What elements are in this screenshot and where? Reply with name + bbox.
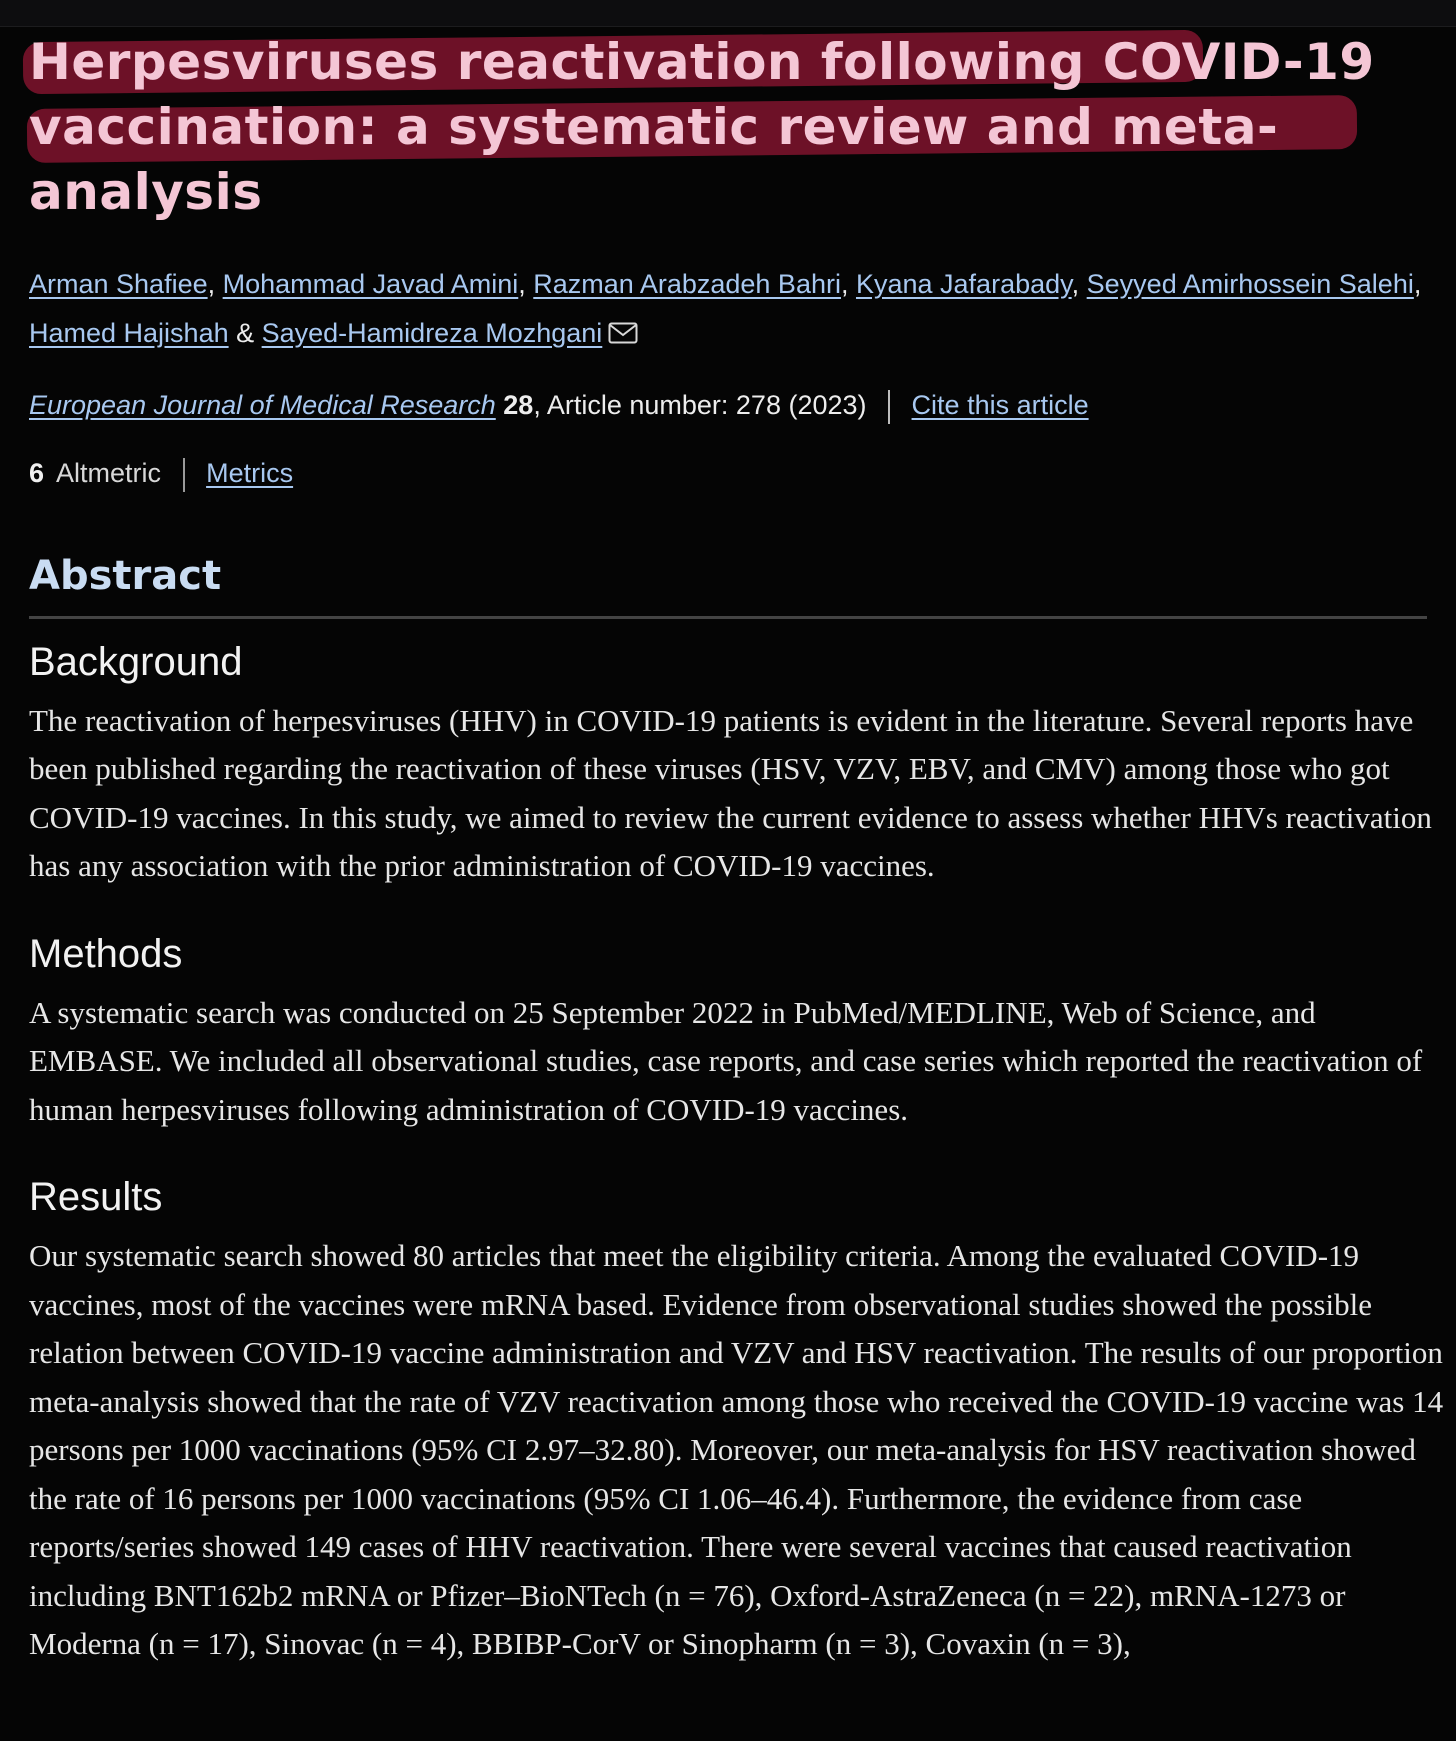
author-separator: , (207, 269, 223, 299)
results-text: Our systematic search showed 80 articles that meet the eligibility criteria. Among the evaluated COVID-19 vaccines, most of the vaccines were mRNA based. Evidence from observational studies showed the possible relation between COVID-19 vaccine administration and VZV and HSV reactivation. The results of our proportion meta-analysis showed that the rate of VZV reactivation among those who received the COVID-19 vaccine was 14 persons per 1000 vaccinations (95% CI 2.97–32.80). Moreover, our meta-analysis for HSV reactivation showed the rate of 16 persons per 1000 vaccinations (95% CI 1.06–46.4). Furthermore, the evidence from case reports/series showed 149 cases of HHV reactivation. There were several vaccines that caused reactivation including BNT162b2 mRNA or Pfizer–BioNTech (n = 76), Oxford-AstraZeneca (n = 22), mRNA-1273 or Moderna (n = 17), Sinovac (n = 4), BBIBP-CorV or Sinopharm (n = 3), Covaxin (n = 3), (29, 1238, 1444, 1662)
author-link[interactable]: Hamed Hajishah (29, 318, 229, 348)
methods-heading: Methods (29, 931, 183, 976)
divider (888, 390, 890, 424)
background-text: The reactivation of herpesviruses (HHV) in COVID-19 patients is evident in the literature. Several reports have been published regarding the reactivation of these viruses (HSV, VZV, EBV, and CMV) among those who got COVID-19 vaccines. In this study, we aimed to review the current evidence to assess whether HHVs reactivation has any association with the prior administration of COVID-19 vaccines. (29, 702, 1432, 884)
author-separator: , (1071, 269, 1087, 299)
author-list (29, 260, 1429, 360)
metrics-link[interactable]: Metrics (206, 457, 294, 488)
section-rule (29, 616, 1427, 619)
altmetric-label: Altmetric (56, 457, 162, 488)
volume-number: 28 (503, 390, 534, 420)
author-separator: , (1413, 269, 1422, 299)
metrics-line (29, 455, 1429, 492)
divider (183, 458, 185, 492)
background-heading: Background (29, 639, 243, 684)
altmetric-count: 6 (29, 457, 45, 488)
top-bar (0, 0, 1456, 27)
article-title-block (29, 30, 1429, 225)
abstract-heading: Abstract (29, 552, 222, 599)
author-link[interactable]: Arman Shafiee (29, 269, 208, 299)
methods-text: A systematic search was conducted on 25 September 2022 in PubMed/MEDLINE, Web of Science, and EMBASE. We included all observational studies, case reports, and case series which reported the reactivation of human herpesviruses following administration of COVID-19 vaccines. (29, 994, 1423, 1127)
article-page (29, 26, 1444, 1669)
article-title-line: Herpesviruses reactivation following COVID-19 (29, 33, 1375, 91)
author-link[interactable]: Seyyed Amirhossein Salehi (1086, 269, 1414, 299)
citation-line (29, 387, 1429, 424)
article-title (29, 30, 1429, 225)
author-separator: , (840, 269, 856, 299)
article-title-line: vaccination: a systematic review and meta-analysis (29, 98, 1279, 221)
author-separator: , (518, 269, 534, 299)
author-link[interactable]: Razman Arabzadeh Bahri (533, 269, 841, 299)
author-separator: & (228, 318, 262, 348)
results-heading: Results (29, 1175, 163, 1220)
mail-icon[interactable] (608, 311, 638, 360)
article-number: , Article number: 278 (2023) (533, 390, 867, 420)
author-link[interactable]: Mohammad Javad Amini (222, 269, 519, 299)
journal-link[interactable]: European Journal of Medical Research (29, 390, 496, 420)
author-link[interactable]: Sayed-Hamidreza Mozhgani (261, 318, 603, 348)
author-link[interactable]: Kyana Jafarabady (855, 269, 1072, 299)
cite-article-link[interactable]: Cite this article (911, 390, 1089, 420)
